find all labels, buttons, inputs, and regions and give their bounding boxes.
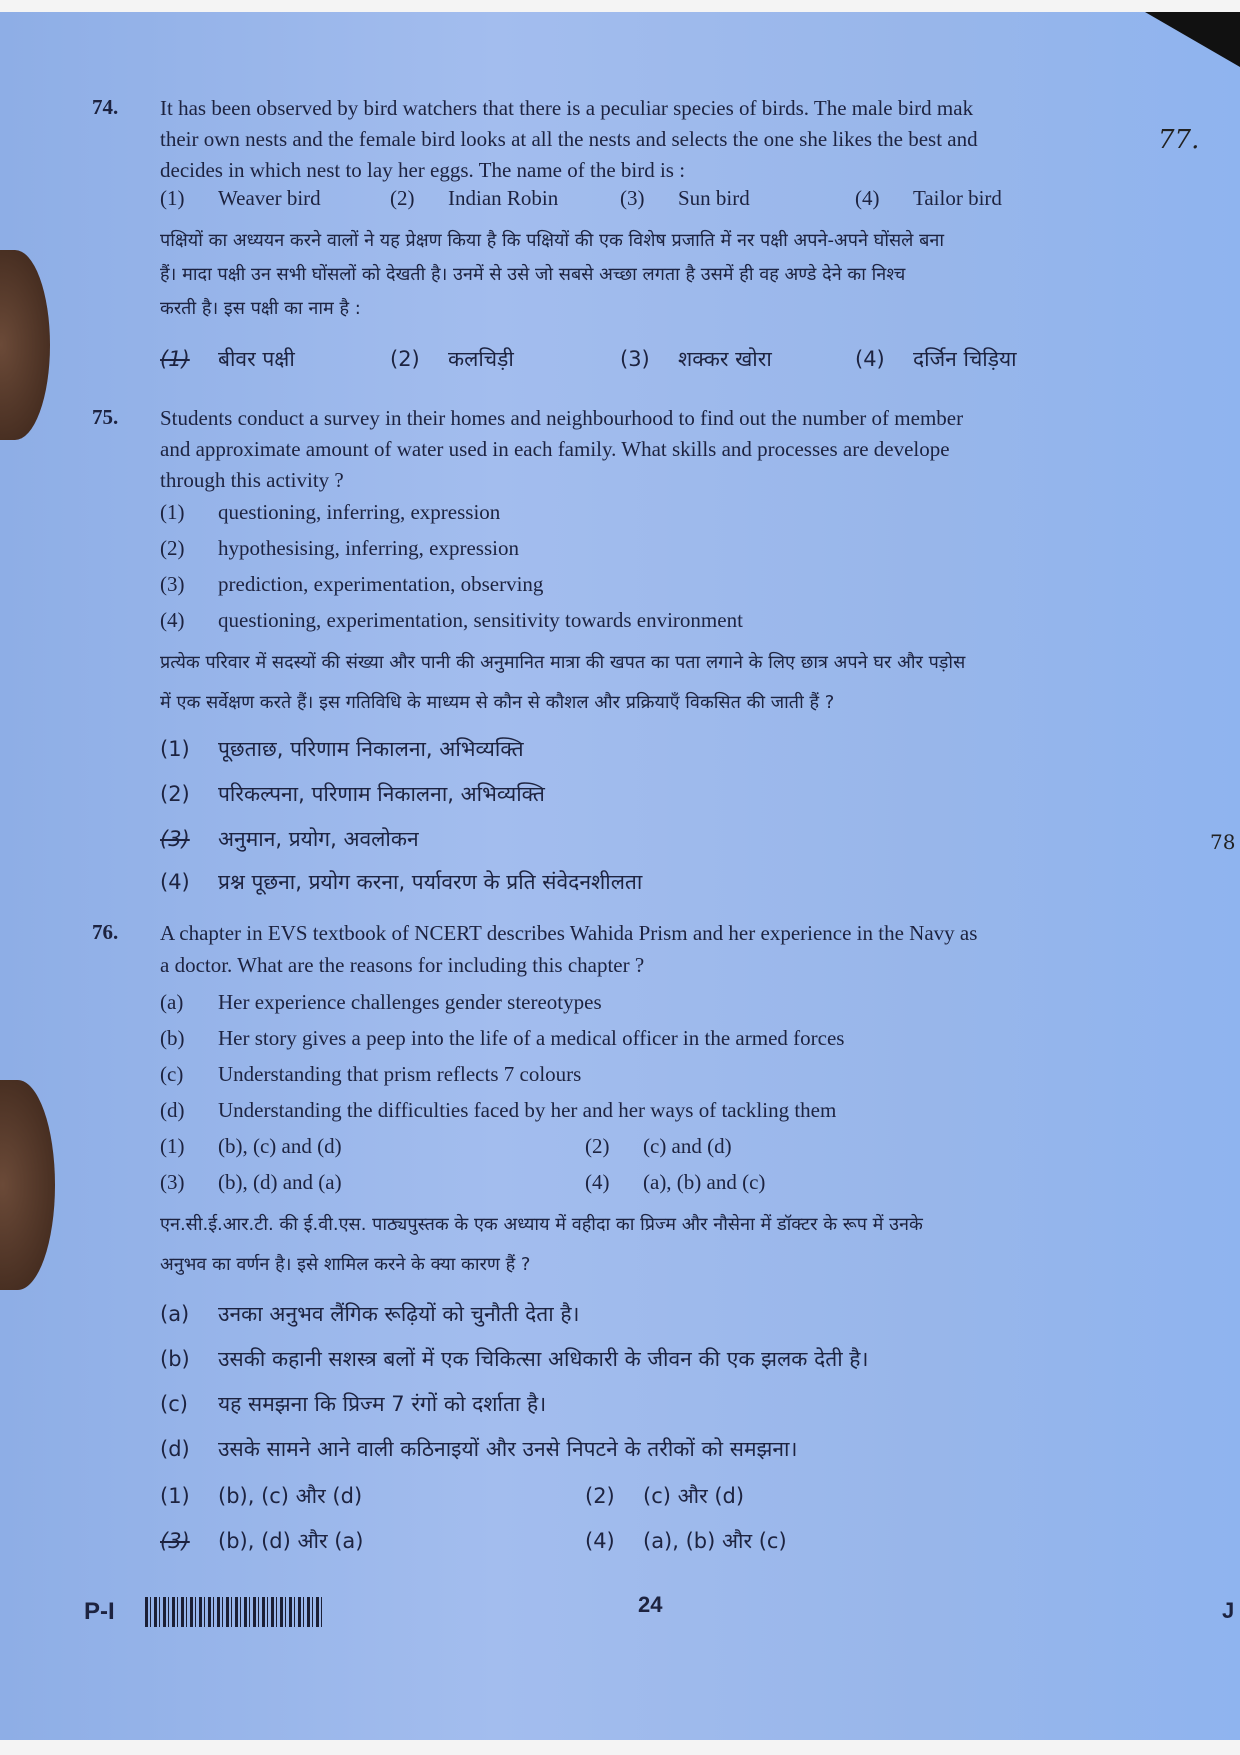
option-text: prediction, experimentation, observing — [218, 572, 544, 596]
paper-code: P-I — [84, 1598, 115, 1625]
question-text-en: a doctor. What are the reasons for including this chapter ? — [160, 953, 645, 977]
option-text: पूछताछ, परिणाम निकालना, अभिव्यक्ति — [218, 737, 524, 761]
margin-note-78: 78 — [1210, 830, 1236, 854]
option-number: (2) — [160, 782, 190, 806]
option-text: Understanding that prism reflects 7 colours — [218, 1062, 582, 1086]
option-hi — [390, 345, 514, 373]
statement-en — [160, 1098, 836, 1123]
option-text: उनका अनुभव लैंगिक रूढ़ियों को चुनौती देता है। — [218, 1302, 580, 1326]
question-text-hi: पक्षियों का अध्ययन करने वालों ने यह प्रेक्षण किया है कि पक्षियों की एक विशेष प्रजाति में नर पक्षी अपने-अपने घोंसले बना — [160, 230, 945, 251]
question-text-hi: में एक सर्वेक्षण करते हैं। इस गतिविधि के माध्यम से कौन से कौशल और प्रक्रियाएँ विकसित की जाती हैं ? — [160, 692, 835, 713]
option-text: Her story gives a peep into the life of a medical officer in the armed forces — [218, 1026, 845, 1050]
option-number: (b) — [160, 1026, 185, 1050]
option-number: (3) — [160, 572, 185, 596]
option-text: यह समझना कि प्रिज्म 7 रंगों को दर्शाता है। — [218, 1392, 547, 1416]
option-text: questioning, inferring, expression — [218, 500, 501, 524]
option-number: (4) — [855, 347, 885, 371]
question-text-en: and approximate amount of water used in each family. What skills and processes are develope — [160, 437, 950, 461]
option-number: (2) — [390, 347, 420, 371]
option-hi — [160, 780, 545, 808]
option-hi — [620, 345, 772, 373]
right-mark: J — [1222, 1598, 1235, 1623]
option-en — [585, 1134, 732, 1159]
option-text: (a), (b) and (c) — [643, 1170, 766, 1194]
question-text-hi: एन.सी.ई.आर.टी. की ई.वी.एस. पाठ्यपुस्तक के एक अध्याय में वहीदा का प्रिज्म और नौसेना में डॉक्टर के रूप में उनके — [160, 1214, 923, 1235]
statement-hi — [160, 1300, 580, 1328]
option-text: Understanding the difficulties faced by her and her ways of tackling them — [218, 1098, 837, 1122]
question-text-hi: प्रत्येक परिवार में सदस्यों की संख्या और पानी की अनुमानित मात्रा की खपत का पता लगाने के लिए छात्र अपने घर और पड़ोस — [160, 652, 966, 673]
option-text: कलचिड़ी — [448, 347, 514, 371]
statement-en — [160, 1026, 844, 1051]
question-text-en: It has been observed by bird watchers that there is a peculiar species of birds. The male bird mak — [160, 96, 974, 120]
option-number: (4) — [585, 1529, 615, 1553]
option-text: (a), (b) और (c) — [643, 1529, 787, 1553]
option-number: (c) — [160, 1392, 188, 1416]
option-number: (1) — [160, 737, 190, 761]
option-text: Her experience challenges gender stereotypes — [218, 990, 602, 1014]
question-text-en: Students conduct a survey in their homes and neighbourhood to find out the number of member — [160, 406, 964, 430]
statement-hi — [160, 1435, 797, 1463]
option-text: (b), (c) and (d) — [218, 1134, 342, 1158]
option-number: (1) — [160, 1484, 190, 1508]
option-number: (b) — [160, 1347, 190, 1371]
option-text: questioning, experimentation, sensitivity towards environment — [218, 608, 743, 632]
question-text-en: through this activity ? — [160, 468, 344, 492]
margin-note-77: 77. — [1158, 125, 1200, 155]
option-text: Weaver bird — [218, 186, 321, 210]
question-text-en: their own nests and the female bird looks at all the nests and selects the one she likes the best and — [160, 127, 978, 151]
option-number: (3) — [620, 347, 650, 371]
option-number: (2) — [585, 1134, 610, 1158]
option-hi — [160, 1527, 363, 1555]
option-en — [160, 500, 500, 525]
option-number: (4) — [160, 608, 185, 632]
option-hi — [855, 345, 1017, 373]
option-hi — [160, 345, 295, 373]
option-en — [160, 608, 743, 633]
option-en — [620, 186, 750, 211]
option-number: (1) — [160, 347, 190, 371]
question-text-hi: हैं। मादा पक्षी उन सभी घोंसलों को देखती है। उनमें से उसे जो सबसे अच्छा लगता है उसमें ही वह अण्डे देने का निश्च — [160, 264, 906, 285]
statement-hi — [160, 1390, 546, 1418]
option-text: Sun bird — [678, 186, 750, 210]
option-text: Tailor bird — [913, 186, 1002, 210]
option-number: (1) — [160, 1134, 185, 1158]
option-number: (3) — [620, 186, 645, 210]
option-text: बीवर पक्षी — [218, 347, 295, 371]
question-number: 74. — [92, 95, 119, 119]
option-number: (c) — [160, 1062, 184, 1086]
option-text: उसकी कहानी सशस्त्र बलों में एक चिकित्सा अधिकारी के जीवन की एक झलक देती है। — [218, 1347, 869, 1371]
option-number: (a) — [160, 990, 184, 1014]
option-number: (4) — [855, 186, 880, 210]
option-number: (d) — [160, 1098, 185, 1122]
option-hi — [160, 825, 419, 853]
option-hi — [160, 868, 642, 896]
option-number: (4) — [160, 870, 190, 894]
option-number: (3) — [160, 827, 190, 851]
option-en — [390, 186, 558, 211]
option-hi — [160, 735, 524, 763]
option-number: (a) — [160, 1302, 190, 1326]
option-number: (3) — [160, 1529, 190, 1553]
option-text: (b), (d) and (a) — [218, 1170, 342, 1194]
option-en — [160, 186, 321, 211]
option-number: (1) — [160, 186, 185, 210]
question-number: 75. — [92, 405, 119, 429]
option-en — [160, 1134, 342, 1159]
option-text: दर्जिन चिड़िया — [913, 347, 1017, 371]
question-text-hi: करती है। इस पक्षी का नाम है : — [160, 298, 361, 319]
option-text: अनुमान, प्रयोग, अवलोकन — [218, 827, 419, 851]
page-number: 24 — [638, 1592, 663, 1617]
option-hi — [585, 1482, 744, 1510]
option-text: (c) and (d) — [643, 1134, 732, 1158]
option-en — [160, 1170, 342, 1195]
option-hi — [585, 1527, 787, 1555]
option-text: hypothesising, inferring, expression — [218, 536, 519, 560]
option-number: (3) — [160, 1170, 185, 1194]
question-text-hi: अनुभव का वर्णन है। इसे शामिल करने के क्या कारण हैं ? — [160, 1254, 531, 1275]
option-number: (d) — [160, 1437, 190, 1461]
option-number: (2) — [160, 536, 185, 560]
option-text: शक्कर खोरा — [678, 347, 772, 371]
statement-en — [160, 990, 602, 1015]
question-text-en: decides in which nest to lay her eggs. The name of the bird is : — [160, 158, 686, 182]
dark-corner — [1145, 12, 1240, 67]
option-number: (2) — [390, 186, 415, 210]
option-text: Indian Robin — [448, 186, 559, 210]
option-en — [160, 536, 519, 561]
barcode — [145, 1597, 323, 1627]
statement-hi — [160, 1345, 868, 1373]
option-en — [160, 572, 543, 597]
option-text: प्रश्न पूछना, प्रयोग करना, पर्यावरण के प्रति संवेदनशीलता — [218, 870, 643, 894]
option-text: उसके सामने आने वाली कठिनाइयों और उनसे निपटने के तरीकों को समझना। — [218, 1437, 798, 1461]
option-text: (c) और (d) — [643, 1484, 745, 1508]
question-number: 76. — [92, 920, 119, 944]
statement-en — [160, 1062, 581, 1087]
option-en — [855, 186, 1002, 211]
question-text-en: A chapter in EVS textbook of NCERT describes Wahida Prism and her experience in the Navy as — [160, 921, 978, 945]
option-hi — [160, 1482, 362, 1510]
option-number: (4) — [585, 1170, 610, 1194]
option-text: (b), (c) और (d) — [218, 1484, 363, 1508]
option-text: (b), (d) और (a) — [218, 1529, 364, 1553]
option-number: (1) — [160, 500, 185, 524]
option-en — [585, 1170, 765, 1195]
option-text: परिकल्पना, परिणाम निकालना, अभिव्यक्ति — [218, 782, 545, 806]
option-number: (2) — [585, 1484, 615, 1508]
